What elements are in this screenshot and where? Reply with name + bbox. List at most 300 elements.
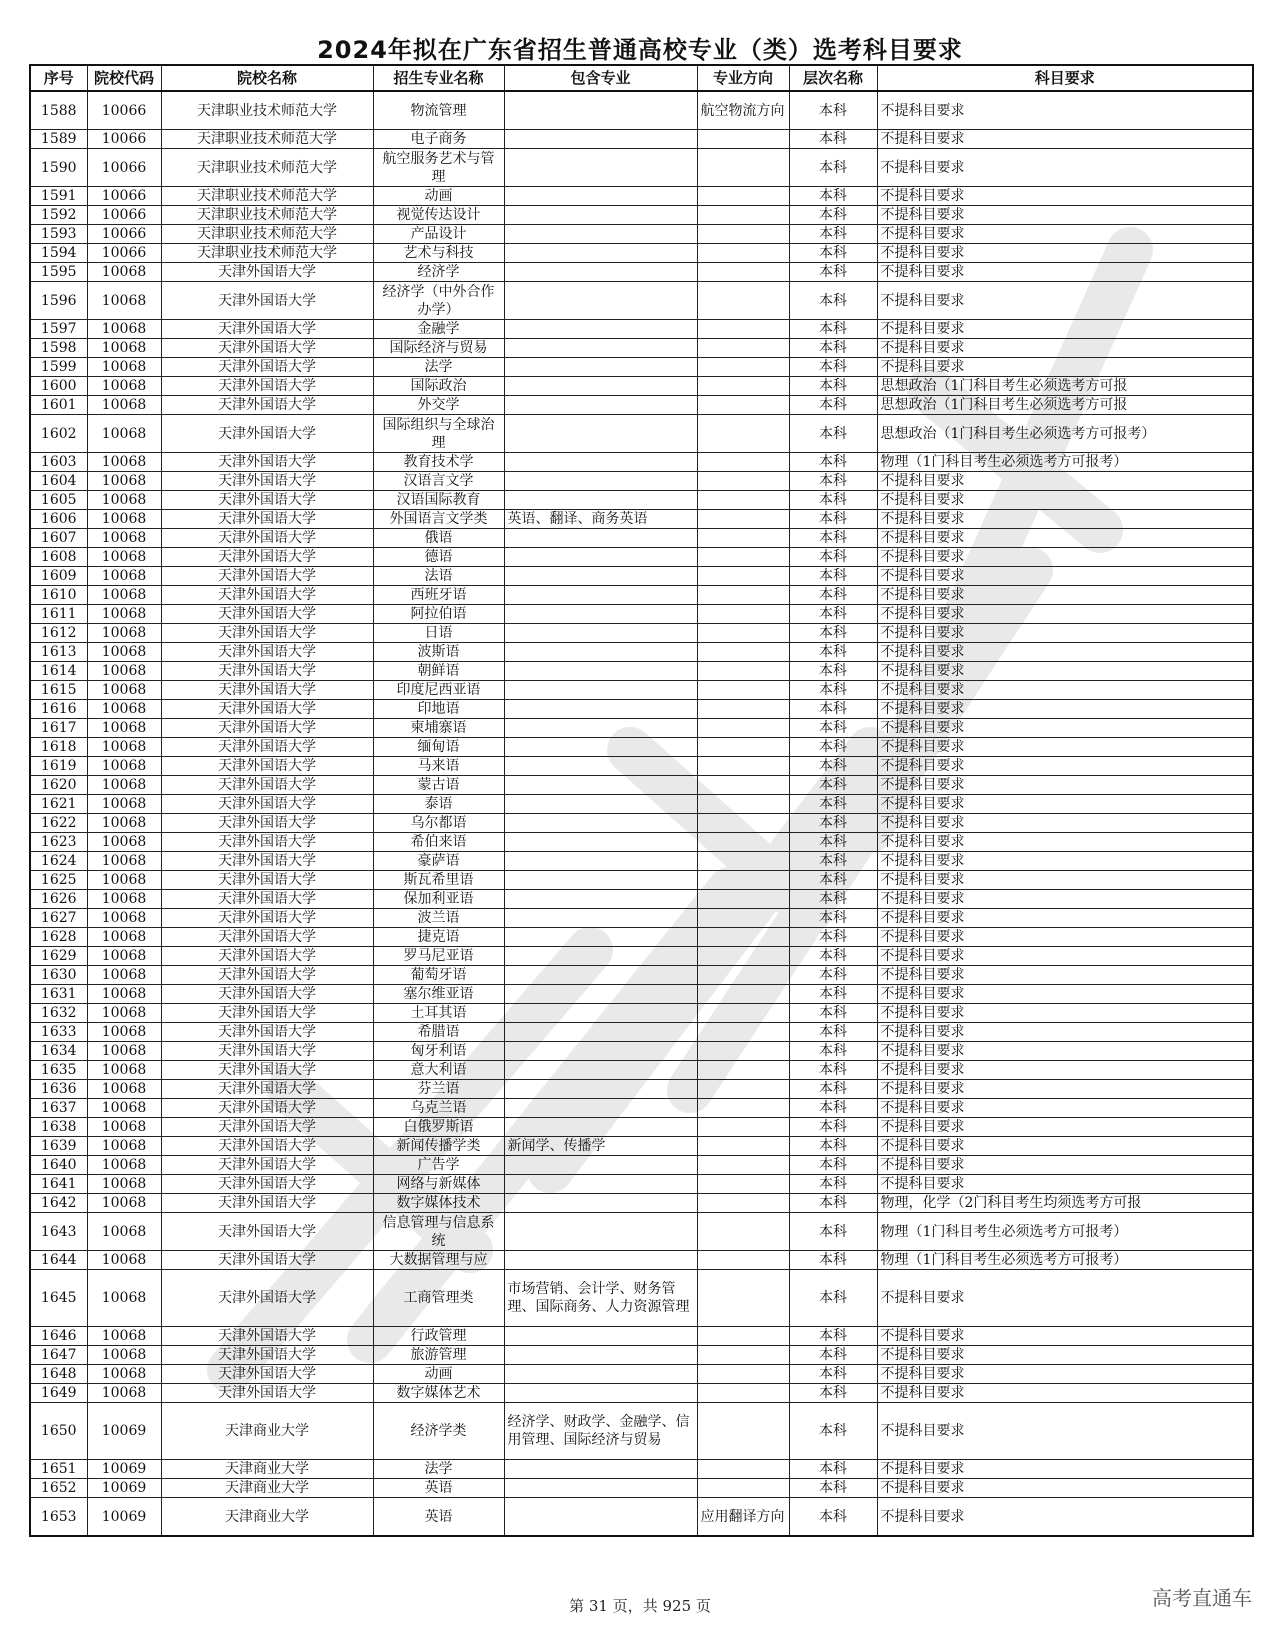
seq-cell: 1644 bbox=[30, 1251, 87, 1270]
level-cell: 本科 bbox=[789, 282, 877, 320]
level-cell: 本科 bbox=[789, 339, 877, 358]
subject-requirement-cell: 不提科目要求 bbox=[877, 662, 1253, 681]
seq-cell: 1613 bbox=[30, 643, 87, 662]
level-cell: 本科 bbox=[789, 1384, 877, 1403]
table-row bbox=[30, 909, 1253, 928]
school-name-cell: 天津外国语大学 bbox=[161, 1061, 373, 1080]
seq-cell: 1595 bbox=[30, 263, 87, 282]
level-cell: 本科 bbox=[789, 890, 877, 909]
included-majors-cell bbox=[504, 1118, 697, 1137]
school-name-cell: 天津商业大学 bbox=[161, 1403, 373, 1460]
table-row bbox=[30, 187, 1253, 206]
major-name-cell: 国际组织与全球治理 bbox=[373, 415, 504, 453]
school-name-cell: 天津外国语大学 bbox=[161, 1175, 373, 1194]
table-row bbox=[30, 681, 1253, 700]
school-code-cell: 10068 bbox=[87, 776, 161, 795]
major-name-cell: 产品设计 bbox=[373, 225, 504, 244]
level-cell: 本科 bbox=[789, 1023, 877, 1042]
seq-cell: 1640 bbox=[30, 1156, 87, 1175]
direction-cell bbox=[697, 947, 789, 966]
table-row bbox=[30, 415, 1253, 453]
table-row bbox=[30, 1460, 1253, 1479]
school-name-cell: 天津职业技术师范大学 bbox=[161, 149, 373, 187]
major-name-cell: 信息管理与信息系统 bbox=[373, 1213, 504, 1251]
table-row bbox=[30, 1023, 1253, 1042]
level-cell: 本科 bbox=[789, 548, 877, 567]
subject-requirement-cell: 不提科目要求 bbox=[877, 320, 1253, 339]
school-code-cell: 10068 bbox=[87, 1327, 161, 1346]
subject-requirement-cell: 不提科目要求 bbox=[877, 947, 1253, 966]
direction-cell bbox=[697, 890, 789, 909]
table-row bbox=[30, 1042, 1253, 1061]
major-name-cell: 经济学类 bbox=[373, 1403, 504, 1460]
direction-cell bbox=[697, 1118, 789, 1137]
level-cell: 本科 bbox=[789, 1270, 877, 1327]
included-majors-cell bbox=[504, 320, 697, 339]
school-name-cell: 天津外国语大学 bbox=[161, 814, 373, 833]
table-row bbox=[30, 1346, 1253, 1365]
level-cell: 本科 bbox=[789, 1251, 877, 1270]
direction-cell bbox=[697, 871, 789, 890]
included-majors-cell: 市场营销、会计学、财务管理、国际商务、人力资源管理 bbox=[504, 1270, 697, 1327]
included-majors-cell bbox=[504, 548, 697, 567]
subject-requirement-cell: 物理（1门科目考生必须选考方可报考） bbox=[877, 453, 1253, 472]
school-name-cell: 天津外国语大学 bbox=[161, 700, 373, 719]
subject-requirement-cell: 不提科目要求 bbox=[877, 1498, 1253, 1537]
direction-cell bbox=[697, 453, 789, 472]
subject-requirement-cell: 不提科目要求 bbox=[877, 187, 1253, 206]
subject-requirement-cell: 不提科目要求 bbox=[877, 491, 1253, 510]
major-name-cell: 行政管理 bbox=[373, 1327, 504, 1346]
major-name-cell: 波兰语 bbox=[373, 909, 504, 928]
school-code-cell: 10068 bbox=[87, 1156, 161, 1175]
included-majors-cell bbox=[504, 776, 697, 795]
level-cell: 本科 bbox=[789, 871, 877, 890]
direction-cell bbox=[697, 1156, 789, 1175]
major-name-cell: 网络与新媒体 bbox=[373, 1175, 504, 1194]
included-majors-cell bbox=[504, 206, 697, 225]
level-cell: 本科 bbox=[789, 605, 877, 624]
level-cell: 本科 bbox=[789, 624, 877, 643]
table-row bbox=[30, 719, 1253, 738]
subject-requirement-cell: 不提科目要求 bbox=[877, 643, 1253, 662]
table-row bbox=[30, 1213, 1253, 1251]
school-code-cell: 10068 bbox=[87, 719, 161, 738]
major-name-cell: 法学 bbox=[373, 358, 504, 377]
table-row bbox=[30, 1327, 1253, 1346]
subject-requirements-table bbox=[29, 64, 1254, 1537]
school-name-cell: 天津外国语大学 bbox=[161, 510, 373, 529]
seq-cell: 1593 bbox=[30, 225, 87, 244]
table-row bbox=[30, 453, 1253, 472]
seq-cell: 1636 bbox=[30, 1080, 87, 1099]
level-cell: 本科 bbox=[789, 833, 877, 852]
included-majors-cell bbox=[504, 91, 697, 130]
subject-requirement-cell: 不提科目要求 bbox=[877, 719, 1253, 738]
school-name-cell: 天津外国语大学 bbox=[161, 282, 373, 320]
direction-cell bbox=[697, 1213, 789, 1251]
table-row bbox=[30, 149, 1253, 187]
table-row bbox=[30, 1061, 1253, 1080]
level-cell: 本科 bbox=[789, 909, 877, 928]
major-name-cell: 葡萄牙语 bbox=[373, 966, 504, 985]
school-code-cell: 10068 bbox=[87, 871, 161, 890]
table-row bbox=[30, 1175, 1253, 1194]
included-majors-cell bbox=[504, 472, 697, 491]
school-name-cell: 天津商业大学 bbox=[161, 1460, 373, 1479]
major-name-cell: 外交学 bbox=[373, 396, 504, 415]
column-header: 招生专业名称 bbox=[373, 65, 504, 91]
school-code-cell: 10068 bbox=[87, 1137, 161, 1156]
direction-cell bbox=[697, 719, 789, 738]
column-header: 院校代码 bbox=[87, 65, 161, 91]
school-name-cell: 天津外国语大学 bbox=[161, 985, 373, 1004]
direction-cell bbox=[697, 510, 789, 529]
school-name-cell: 天津外国语大学 bbox=[161, 624, 373, 643]
major-name-cell: 土耳其语 bbox=[373, 1004, 504, 1023]
included-majors-cell bbox=[504, 1042, 697, 1061]
school-name-cell: 天津职业技术师范大学 bbox=[161, 91, 373, 130]
school-code-cell: 10068 bbox=[87, 491, 161, 510]
level-cell: 本科 bbox=[789, 985, 877, 1004]
direction-cell bbox=[697, 320, 789, 339]
direction-cell bbox=[697, 187, 789, 206]
subject-requirement-cell: 不提科目要求 bbox=[877, 1137, 1253, 1156]
subject-requirement-cell: 不提科目要求 bbox=[877, 244, 1253, 263]
major-name-cell: 物流管理 bbox=[373, 91, 504, 130]
direction-cell bbox=[697, 1327, 789, 1346]
included-majors-cell: 新闻学、传播学 bbox=[504, 1137, 697, 1156]
subject-requirement-cell: 不提科目要求 bbox=[877, 1384, 1253, 1403]
seq-cell: 1589 bbox=[30, 130, 87, 149]
direction-cell bbox=[697, 263, 789, 282]
level-cell: 本科 bbox=[789, 1137, 877, 1156]
seq-cell: 1608 bbox=[30, 548, 87, 567]
seq-cell: 1641 bbox=[30, 1175, 87, 1194]
school-name-cell: 天津外国语大学 bbox=[161, 491, 373, 510]
major-name-cell: 英语 bbox=[373, 1479, 504, 1498]
school-code-cell: 10068 bbox=[87, 700, 161, 719]
school-code-cell: 10068 bbox=[87, 529, 161, 548]
included-majors-cell bbox=[504, 1194, 697, 1213]
level-cell: 本科 bbox=[789, 586, 877, 605]
school-code-cell: 10068 bbox=[87, 1023, 161, 1042]
subject-requirement-cell: 不提科目要求 bbox=[877, 339, 1253, 358]
major-name-cell: 柬埔寨语 bbox=[373, 719, 504, 738]
school-code-cell: 10068 bbox=[87, 966, 161, 985]
school-name-cell: 天津外国语大学 bbox=[161, 1156, 373, 1175]
major-name-cell: 经济学 bbox=[373, 263, 504, 282]
level-cell: 本科 bbox=[789, 187, 877, 206]
direction-cell bbox=[697, 833, 789, 852]
subject-requirement-cell: 不提科目要求 bbox=[877, 1156, 1253, 1175]
school-code-cell: 10068 bbox=[87, 814, 161, 833]
seq-cell: 1592 bbox=[30, 206, 87, 225]
included-majors-cell bbox=[504, 1384, 697, 1403]
major-name-cell: 新闻传播学类 bbox=[373, 1137, 504, 1156]
school-name-cell: 天津外国语大学 bbox=[161, 472, 373, 491]
school-name-cell: 天津外国语大学 bbox=[161, 1194, 373, 1213]
major-name-cell: 波斯语 bbox=[373, 643, 504, 662]
major-name-cell: 经济学（中外合作办学） bbox=[373, 282, 504, 320]
direction-cell bbox=[697, 1479, 789, 1498]
major-name-cell: 罗马尼亚语 bbox=[373, 947, 504, 966]
included-majors-cell bbox=[504, 453, 697, 472]
subject-requirement-cell: 不提科目要求 bbox=[877, 1175, 1253, 1194]
direction-cell bbox=[697, 358, 789, 377]
seq-cell: 1642 bbox=[30, 1194, 87, 1213]
major-name-cell: 汉语言文学 bbox=[373, 472, 504, 491]
direction-cell bbox=[697, 529, 789, 548]
seq-cell: 1598 bbox=[30, 339, 87, 358]
school-code-cell: 10068 bbox=[87, 472, 161, 491]
school-name-cell: 天津外国语大学 bbox=[161, 795, 373, 814]
included-majors-cell bbox=[504, 415, 697, 453]
seq-cell: 1606 bbox=[30, 510, 87, 529]
table-row bbox=[30, 244, 1253, 263]
major-name-cell: 电子商务 bbox=[373, 130, 504, 149]
subject-requirement-cell: 思想政治（1门科目考生必须选考方可报 bbox=[877, 377, 1253, 396]
seq-cell: 1601 bbox=[30, 396, 87, 415]
direction-cell bbox=[697, 1194, 789, 1213]
table-row bbox=[30, 624, 1253, 643]
major-name-cell: 希腊语 bbox=[373, 1023, 504, 1042]
seq-cell: 1634 bbox=[30, 1042, 87, 1061]
direction-cell bbox=[697, 1099, 789, 1118]
school-name-cell: 天津外国语大学 bbox=[161, 966, 373, 985]
school-name-cell: 天津外国语大学 bbox=[161, 396, 373, 415]
direction-cell bbox=[697, 548, 789, 567]
subject-requirement-cell: 不提科目要求 bbox=[877, 776, 1253, 795]
school-code-cell: 10069 bbox=[87, 1498, 161, 1537]
major-name-cell: 斯瓦希里语 bbox=[373, 871, 504, 890]
subject-requirement-cell: 不提科目要求 bbox=[877, 282, 1253, 320]
table-row bbox=[30, 757, 1253, 776]
included-majors-cell bbox=[504, 1251, 697, 1270]
school-name-cell: 天津职业技术师范大学 bbox=[161, 187, 373, 206]
major-name-cell: 印地语 bbox=[373, 700, 504, 719]
seq-cell: 1591 bbox=[30, 187, 87, 206]
major-name-cell: 动画 bbox=[373, 1365, 504, 1384]
subject-requirement-cell: 不提科目要求 bbox=[877, 1099, 1253, 1118]
direction-cell bbox=[697, 985, 789, 1004]
table-row bbox=[30, 529, 1253, 548]
school-code-cell: 10068 bbox=[87, 339, 161, 358]
seq-cell: 1607 bbox=[30, 529, 87, 548]
direction-cell bbox=[697, 776, 789, 795]
included-majors-cell bbox=[504, 947, 697, 966]
school-name-cell: 天津外国语大学 bbox=[161, 833, 373, 852]
table-row bbox=[30, 263, 1253, 282]
table-row bbox=[30, 377, 1253, 396]
seq-cell: 1615 bbox=[30, 681, 87, 700]
major-name-cell: 泰语 bbox=[373, 795, 504, 814]
direction-cell bbox=[697, 130, 789, 149]
level-cell: 本科 bbox=[789, 1194, 877, 1213]
direction-cell bbox=[697, 795, 789, 814]
major-name-cell: 动画 bbox=[373, 187, 504, 206]
school-name-cell: 天津外国语大学 bbox=[161, 377, 373, 396]
level-cell: 本科 bbox=[789, 529, 877, 548]
included-majors-cell bbox=[504, 928, 697, 947]
school-name-cell: 天津外国语大学 bbox=[161, 1251, 373, 1270]
direction-cell bbox=[697, 1365, 789, 1384]
direction-cell bbox=[697, 377, 789, 396]
level-cell: 本科 bbox=[789, 776, 877, 795]
seq-cell: 1600 bbox=[30, 377, 87, 396]
school-code-cell: 10068 bbox=[87, 415, 161, 453]
school-code-cell: 10068 bbox=[87, 890, 161, 909]
table-row bbox=[30, 1137, 1253, 1156]
table-row bbox=[30, 871, 1253, 890]
table-row bbox=[30, 852, 1253, 871]
subject-requirement-cell: 不提科目要求 bbox=[877, 1460, 1253, 1479]
direction-cell bbox=[697, 738, 789, 757]
major-name-cell: 白俄罗斯语 bbox=[373, 1118, 504, 1137]
school-code-cell: 10068 bbox=[87, 586, 161, 605]
level-cell: 本科 bbox=[789, 244, 877, 263]
table-row bbox=[30, 1479, 1253, 1498]
table-row bbox=[30, 1384, 1253, 1403]
major-name-cell: 芬兰语 bbox=[373, 1080, 504, 1099]
subject-requirement-cell: 不提科目要求 bbox=[877, 1346, 1253, 1365]
included-majors-cell bbox=[504, 1175, 697, 1194]
major-name-cell: 阿拉伯语 bbox=[373, 605, 504, 624]
school-name-cell: 天津外国语大学 bbox=[161, 605, 373, 624]
included-majors-cell bbox=[504, 681, 697, 700]
major-name-cell: 希伯来语 bbox=[373, 833, 504, 852]
included-majors-cell bbox=[504, 700, 697, 719]
direction-cell bbox=[697, 624, 789, 643]
included-majors-cell bbox=[504, 339, 697, 358]
school-code-cell: 10068 bbox=[87, 1251, 161, 1270]
school-name-cell: 天津职业技术师范大学 bbox=[161, 225, 373, 244]
subject-requirement-cell: 不提科目要求 bbox=[877, 909, 1253, 928]
seq-cell: 1594 bbox=[30, 244, 87, 263]
major-name-cell: 金融学 bbox=[373, 320, 504, 339]
included-majors-cell bbox=[504, 396, 697, 415]
included-majors-cell bbox=[504, 852, 697, 871]
subject-requirement-cell: 不提科目要求 bbox=[877, 624, 1253, 643]
major-name-cell: 捷克语 bbox=[373, 928, 504, 947]
subject-requirement-cell: 不提科目要求 bbox=[877, 1270, 1253, 1327]
subject-requirement-cell: 不提科目要求 bbox=[877, 985, 1253, 1004]
seq-cell: 1639 bbox=[30, 1137, 87, 1156]
subject-requirement-cell: 不提科目要求 bbox=[877, 1118, 1253, 1137]
school-name-cell: 天津职业技术师范大学 bbox=[161, 130, 373, 149]
school-code-cell: 10066 bbox=[87, 187, 161, 206]
direction-cell bbox=[697, 662, 789, 681]
major-name-cell: 豪萨语 bbox=[373, 852, 504, 871]
subject-requirement-cell: 物理，化学（2门科目考生均须选考方可报 bbox=[877, 1194, 1253, 1213]
major-name-cell: 外国语言文学类 bbox=[373, 510, 504, 529]
school-name-cell: 天津外国语大学 bbox=[161, 643, 373, 662]
seq-cell: 1597 bbox=[30, 320, 87, 339]
seq-cell: 1635 bbox=[30, 1061, 87, 1080]
school-code-cell: 10068 bbox=[87, 377, 161, 396]
seq-cell: 1637 bbox=[30, 1099, 87, 1118]
subject-requirement-cell: 不提科目要求 bbox=[877, 795, 1253, 814]
subject-requirement-cell: 思想政治（1门科目考生必须选考方可报 bbox=[877, 396, 1253, 415]
school-code-cell: 10068 bbox=[87, 681, 161, 700]
direction-cell bbox=[697, 814, 789, 833]
school-code-cell: 10068 bbox=[87, 985, 161, 1004]
school-name-cell: 天津外国语大学 bbox=[161, 586, 373, 605]
table-row bbox=[30, 1365, 1253, 1384]
subject-requirement-cell: 物理（1门科目考生必须选考方可报考） bbox=[877, 1251, 1253, 1270]
page-number-label: 第 31 页，共 925 页 bbox=[569, 1597, 711, 1615]
major-name-cell: 汉语国际教育 bbox=[373, 491, 504, 510]
school-code-cell: 10068 bbox=[87, 1213, 161, 1251]
school-name-cell: 天津外国语大学 bbox=[161, 719, 373, 738]
level-cell: 本科 bbox=[789, 757, 877, 776]
table-row bbox=[30, 1099, 1253, 1118]
column-header: 层次名称 bbox=[789, 65, 877, 91]
school-name-cell: 天津外国语大学 bbox=[161, 947, 373, 966]
table-row bbox=[30, 1156, 1253, 1175]
direction-cell bbox=[697, 491, 789, 510]
column-header: 专业方向 bbox=[697, 65, 789, 91]
included-majors-cell bbox=[504, 757, 697, 776]
school-name-cell: 天津外国语大学 bbox=[161, 1327, 373, 1346]
level-cell: 本科 bbox=[789, 738, 877, 757]
direction-cell bbox=[697, 928, 789, 947]
school-name-cell: 天津外国语大学 bbox=[161, 1042, 373, 1061]
subject-requirement-cell: 不提科目要求 bbox=[877, 206, 1253, 225]
level-cell: 本科 bbox=[789, 1346, 877, 1365]
school-name-cell: 天津外国语大学 bbox=[161, 738, 373, 757]
school-code-cell: 10068 bbox=[87, 1080, 161, 1099]
subject-requirement-cell: 不提科目要求 bbox=[877, 871, 1253, 890]
direction-cell bbox=[697, 1137, 789, 1156]
school-name-cell: 天津外国语大学 bbox=[161, 548, 373, 567]
table-row bbox=[30, 320, 1253, 339]
school-code-cell: 10068 bbox=[87, 1365, 161, 1384]
seq-cell: 1618 bbox=[30, 738, 87, 757]
level-cell: 本科 bbox=[789, 1099, 877, 1118]
school-code-cell: 10069 bbox=[87, 1479, 161, 1498]
school-name-cell: 天津外国语大学 bbox=[161, 453, 373, 472]
column-header: 包含专业 bbox=[504, 65, 697, 91]
included-majors-cell bbox=[504, 890, 697, 909]
table-row bbox=[30, 814, 1253, 833]
table-row bbox=[30, 605, 1253, 624]
direction-cell bbox=[697, 567, 789, 586]
subject-requirement-cell: 不提科目要求 bbox=[877, 91, 1253, 130]
school-code-cell: 10069 bbox=[87, 1460, 161, 1479]
school-code-cell: 10068 bbox=[87, 263, 161, 282]
included-majors-cell bbox=[504, 1498, 697, 1537]
school-name-cell: 天津外国语大学 bbox=[161, 358, 373, 377]
included-majors-cell bbox=[504, 1080, 697, 1099]
school-code-cell: 10066 bbox=[87, 91, 161, 130]
direction-cell bbox=[697, 244, 789, 263]
seq-cell: 1604 bbox=[30, 472, 87, 491]
level-cell: 本科 bbox=[789, 358, 877, 377]
level-cell: 本科 bbox=[789, 263, 877, 282]
seq-cell: 1643 bbox=[30, 1213, 87, 1251]
level-cell: 本科 bbox=[789, 966, 877, 985]
school-code-cell: 10068 bbox=[87, 1384, 161, 1403]
school-name-cell: 天津外国语大学 bbox=[161, 415, 373, 453]
level-cell: 本科 bbox=[789, 814, 877, 833]
school-name-cell: 天津外国语大学 bbox=[161, 871, 373, 890]
school-code-cell: 10068 bbox=[87, 643, 161, 662]
school-code-cell: 10068 bbox=[87, 1118, 161, 1137]
school-name-cell: 天津外国语大学 bbox=[161, 1213, 373, 1251]
seq-cell: 1647 bbox=[30, 1346, 87, 1365]
included-majors-cell bbox=[504, 586, 697, 605]
